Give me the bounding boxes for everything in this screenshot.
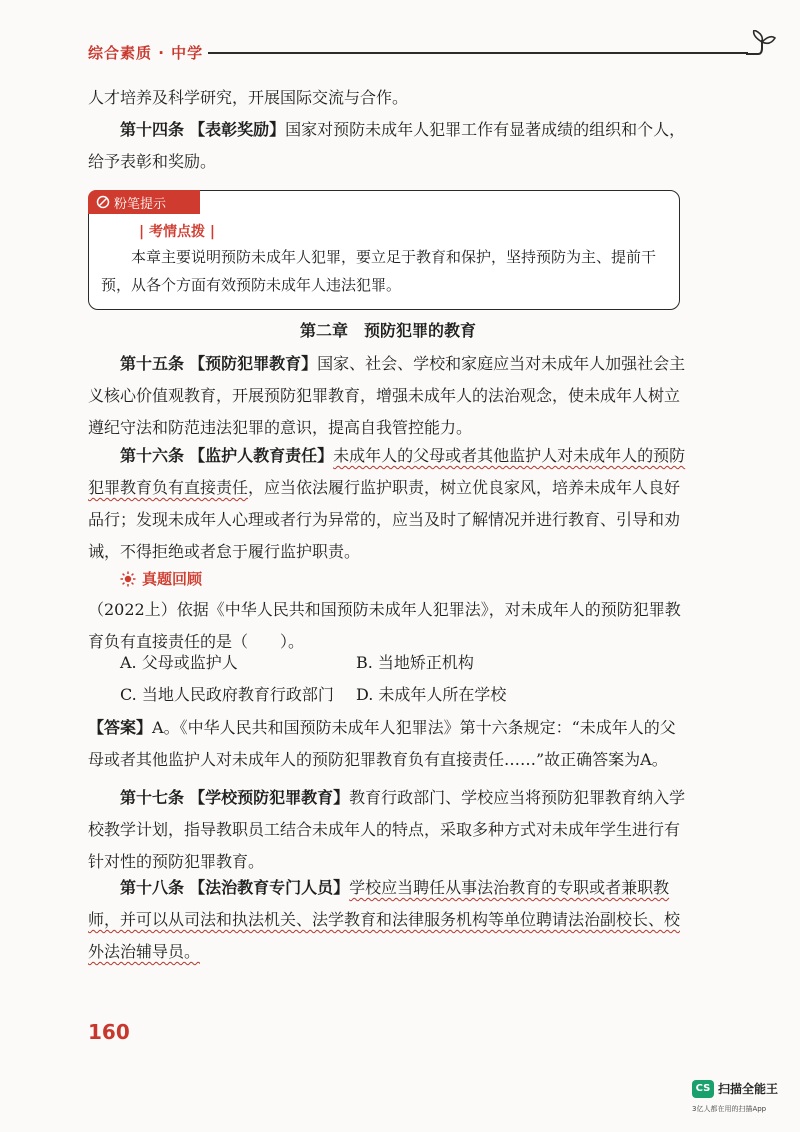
article-16: [88, 440, 688, 568]
answer-text: A。《中华人民共和国预防未成年人犯罪法》第十六条规定：“未成年人的父母或者其他监护人对未成年人的预防犯罪教育负有直接责任……”故正确答案为A。: [88, 718, 676, 769]
article-18-number: 第十八条: [120, 878, 185, 897]
article-14-number: 第十四条: [120, 120, 185, 139]
book-title: 综合素质 · 中学: [88, 44, 204, 62]
article-17: [88, 782, 688, 878]
article-16-body: ，应当依法履行监护职责，树立优良家风，培养未成年人良好品行；发现未成年人心理或者行为异常的，应当及时了解情况并进行教育、引导和劝诫，不得拒绝或者怠于履行监护职责。: [88, 478, 681, 561]
article-18-label: 【法治教育专门人员】: [189, 878, 350, 897]
paragraph-continued: 人才培养及科学研究，开展国际交流与合作。: [88, 88, 409, 107]
tip-sub-label: | 考情点拨 |: [139, 224, 215, 240]
article-17-label: 【学校预防犯罪教育】: [189, 788, 350, 807]
option-b: B. 当地矫正机构: [356, 653, 474, 672]
page-header: [88, 28, 688, 68]
article-16-label: 【监护人教育责任】: [189, 446, 334, 465]
tip-tab: [88, 190, 200, 214]
header-rule: [208, 52, 748, 54]
tip-box: [88, 190, 680, 310]
article-15: [88, 348, 688, 444]
exam-answer: [88, 712, 688, 776]
option-d: D. 未成年人所在学校: [356, 685, 507, 704]
article-16-number: 第十六条: [120, 446, 185, 465]
article-18-highlight: 学校应当聘任从事法治教育的专职或者兼职教师，并可以从司法和执法机关、法学教育和法律服务机构等单位聘请法治副校长、校外法治辅导员。: [88, 878, 681, 961]
exam-question: （2022上）依据《中华人民共和国预防未成年人犯罪法》，对未成年人的预防犯罪教育负有直接责任的是（ ）。: [88, 600, 681, 651]
answer-label: 【答案】: [88, 718, 153, 737]
chapter-title: 第二章 预防犯罪的教育: [299, 321, 476, 340]
article-15-body: 国家、社会、学校和家庭应当对未成年人加强社会主义核心价值观教育，开展预防犯罪教育，增强未成年人的法治观念，使未成年人树立遵纪守法和防范违法犯罪的意识，提高自我管控能力。: [88, 354, 686, 437]
tip-text: 本章主要说明预防未成年人犯罪，要立足于教育和保护，坚持预防为主、提前干预，从各个方面有效预防未成年人违法犯罪。: [101, 248, 657, 294]
article-18: [88, 872, 688, 968]
watermark-badge: CS: [692, 1080, 714, 1098]
article-15-label: 【预防犯罪教育】: [189, 354, 318, 373]
article-14-label: 【表彰奖励】: [189, 120, 286, 139]
chalk-icon: [96, 195, 110, 209]
article-16-highlight: 未成年人的父母或者其他监护人对未成年人的预防犯罪教育负有直接责任: [88, 446, 686, 497]
article-15-number: 第十五条: [120, 354, 185, 373]
sprout-icon: [740, 30, 776, 60]
scanner-watermark: [692, 1080, 796, 1122]
page-number: 160: [88, 1020, 130, 1044]
watermark-name: 扫描全能王: [718, 1082, 779, 1096]
option-c: C. 当地人民政府教育行政部门: [120, 685, 334, 704]
article-17-body: 教育行政部门、学校应当将预防犯罪教育纳入学校教学计划，指导教职员工结合未成年人的特点，采取多种方式对未成年学生进行有针对性的预防犯罪教育。: [88, 788, 686, 871]
option-a: A. 父母或监护人: [120, 653, 238, 672]
article-14: [88, 114, 688, 178]
exam-review-label: 真题回顾: [142, 570, 203, 588]
sun-icon: [120, 571, 136, 587]
article-14-body: 国家对预防未成年人犯罪工作有显著成绩的组织和个人，给予表彰和奖励。: [88, 120, 686, 171]
exam-review-heading: [120, 568, 202, 589]
tip-tab-label: 粉笔提示: [114, 196, 167, 212]
article-17-number: 第十七条: [120, 788, 185, 807]
watermark-tagline: 3亿人都在用的扫描App: [692, 1105, 767, 1113]
